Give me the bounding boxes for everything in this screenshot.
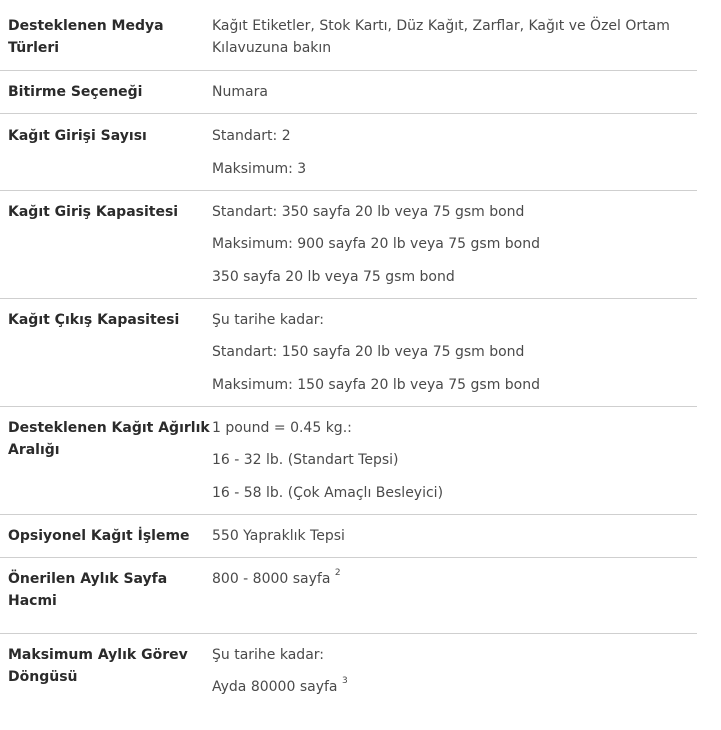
spec-row-output-capacity — [0, 299, 697, 407]
spec-value: 1 pound = 0.45 kg.: — [212, 419, 352, 436]
spec-value: Maksimum: 150 sayfa 20 lb veya 75 gsm bond — [212, 376, 541, 393]
spec-value: Şu tarihe kadar: — [212, 311, 324, 328]
spec-value: Maksimum: 900 sayfa 20 lb veya 75 gsm bond — [212, 236, 541, 252]
spec-row-input-count — [0, 114, 697, 191]
spec-label: Opsiyonel Kağıt İşleme — [8, 527, 190, 544]
spec-label: Maksimum Aylık Görev Döngüsü — [8, 646, 188, 685]
spec-values — [212, 525, 697, 547]
spec-row-monthly-volume — [0, 558, 697, 634]
spec-value-text: 800 - 8000 sayfa — [212, 570, 331, 587]
spec-values — [212, 81, 697, 103]
footnote-marker: 3 — [341, 676, 348, 687]
spec-value-text: Ayda 80000 sayfa — [212, 679, 338, 695]
spec-value: 550 Yapraklık Tepsi — [212, 527, 345, 544]
spec-values — [212, 309, 697, 396]
spec-values — [212, 568, 697, 612]
spec-row-finishing — [0, 71, 697, 114]
spec-value: Standart: 350 sayfa 20 lb veya 75 gsm bond — [212, 203, 525, 220]
spec-label: Desteklenen Kağıt Ağırlık Aralığı — [8, 419, 210, 458]
spec-values — [212, 644, 697, 699]
spec-label: Önerilen Aylık Sayfa Hacmi — [8, 570, 168, 609]
spec-label: Desteklenen Medya Türleri — [8, 18, 164, 56]
spec-label: Kağıt Çıkış Kapasitesi — [8, 311, 180, 328]
spec-label: Kağıt Girişi Sayısı — [8, 128, 147, 144]
spec-value: Standart: 150 sayfa 20 lb veya 75 gsm bond — [212, 344, 525, 360]
spec-value: Kağıt Etiketler, Stok Kartı, Düz Kağıt, Zarflar, Kağıt ve Özel Ortam Kılavuzuna bakın — [212, 18, 670, 56]
spec-value: 350 sayfa 20 lb veya 75 gsm bond — [212, 268, 455, 285]
spec-row-optional-handling — [0, 515, 697, 558]
spec-values — [212, 201, 697, 288]
spec-row-input-capacity — [0, 191, 697, 299]
spec-value: Standart: 2 — [212, 128, 291, 144]
spec-value: Numara — [212, 84, 268, 100]
spec-value: 16 - 32 lb. (Standart Tepsi) — [212, 452, 399, 468]
spec-values — [212, 417, 697, 504]
spec-row-media-types — [0, 0, 697, 71]
spec-row-paper-weight — [0, 407, 697, 515]
spec-value: 16 - 58 lb. (Çok Amaçlı Besleyici) — [212, 484, 444, 501]
spec-value: Maksimum: 3 — [212, 160, 307, 177]
spec-label: Kağıt Giriş Kapasitesi — [8, 203, 179, 220]
spec-value: Şu tarihe kadar: — [212, 646, 324, 663]
spec-label: Bitirme Seçeneği — [8, 84, 143, 100]
footnote-marker: 2 — [334, 567, 341, 578]
spec-row-duty-cycle — [0, 634, 697, 709]
spec-values — [212, 15, 697, 59]
spec-values — [212, 125, 697, 180]
spec-value — [212, 568, 697, 590]
spec-value — [212, 676, 697, 698]
